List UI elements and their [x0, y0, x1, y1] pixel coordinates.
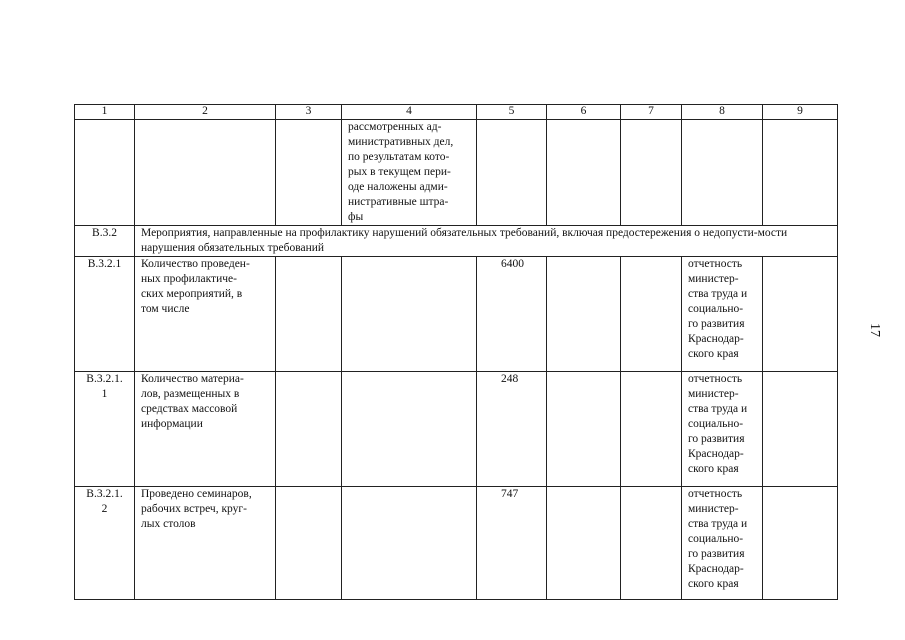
cell-line: министер- [688, 503, 739, 515]
cell-col6 [547, 120, 621, 226]
cell-col3 [276, 487, 342, 600]
cell-line: отчетность [688, 373, 743, 385]
cell-line: ских мероприятий, в [141, 288, 243, 300]
cell-line: Количество проведен- [141, 258, 250, 270]
cell-line: министер- [688, 273, 739, 285]
cell-line: Краснодар- [688, 563, 744, 575]
cell-line: го развития [688, 548, 745, 560]
cell-line: Краснодар- [688, 333, 744, 345]
cell-indicator [342, 487, 477, 600]
cell-col7 [621, 487, 682, 600]
cell-line: В.3.2.1. [86, 488, 123, 500]
cell-col9 [763, 257, 838, 372]
cell-line: ского края [688, 578, 739, 590]
cell-indicator [342, 372, 477, 487]
cell-line: оде наложены адми- [348, 181, 448, 193]
cell-name [135, 120, 276, 226]
column-header: 8 [682, 105, 763, 120]
cell-name [135, 257, 276, 372]
cell-source [682, 372, 763, 487]
cell-line: социально- [688, 303, 744, 315]
cell-line: 2 [101, 503, 108, 515]
cell-line: отчетность [688, 258, 743, 270]
table-row [75, 487, 838, 600]
cell-source [682, 487, 763, 600]
table-row-continuation [75, 120, 838, 226]
cell-col9 [763, 487, 838, 600]
cell-indicator-continued [342, 120, 477, 226]
cell-col7 [621, 257, 682, 372]
cell-col6 [547, 257, 621, 372]
cell-line: лов, размещенных в [141, 388, 240, 400]
cell-line: рассмотренных ад- [348, 121, 442, 133]
cell-line: рых в текущем пери- [348, 166, 451, 178]
cell-col3 [276, 372, 342, 487]
cell-line: информации [141, 418, 203, 430]
cell-name [135, 372, 276, 487]
cell-col7 [621, 120, 682, 226]
cell-line: В.3.2.1 [87, 258, 122, 270]
cell-code [75, 487, 135, 600]
cell-line: Краснодар- [688, 448, 744, 460]
cell-value [477, 120, 547, 226]
cell-line: по результатам кото- [348, 151, 450, 163]
cell-value: 747 [477, 487, 547, 600]
section-title: Мероприятия, направленные на профилактику нарушений обязательных требований, включая предостережения о недопусти-мости нарушения обязательных требований [135, 226, 838, 257]
column-header: 6 [547, 105, 621, 120]
column-header: 4 [342, 105, 477, 120]
cell-line: нистративные штра- [348, 196, 449, 208]
cell-col7 [621, 372, 682, 487]
cell-value: 248 [477, 372, 547, 487]
cell-line: ского края [688, 463, 739, 475]
column-header: 9 [763, 105, 838, 120]
cell-line: Проведено семинаров, [141, 488, 252, 500]
cell-line: том числе [141, 303, 190, 315]
cell-code [75, 120, 135, 226]
cell-line: отчетность [688, 488, 743, 500]
cell-name [135, 487, 276, 600]
column-header: 5 [477, 105, 547, 120]
cell-indicator [342, 257, 477, 372]
cell-line: 1 [101, 388, 108, 400]
cell-col9 [763, 372, 838, 487]
cell-line: ства труда и [688, 288, 748, 300]
cell-code [75, 372, 135, 487]
table-row [75, 257, 838, 372]
section-code: В.3.2 [75, 226, 135, 257]
cell-source [682, 257, 763, 372]
cell-line: ных профилактиче- [141, 273, 237, 285]
cell-line: го развития [688, 318, 745, 330]
report-table [74, 104, 838, 600]
cell-line: социально- [688, 418, 744, 430]
cell-line: ства труда и [688, 403, 748, 415]
cell-line: Количество материа- [141, 373, 244, 385]
page-number: 17 [867, 323, 882, 337]
table-row-section [75, 226, 838, 257]
cell-code [75, 257, 135, 372]
cell-line: социально- [688, 533, 744, 545]
cell-col3 [276, 120, 342, 226]
cell-line: министер- [688, 388, 739, 400]
column-header: 3 [276, 105, 342, 120]
cell-line: ского края [688, 348, 739, 360]
cell-line: В.3.2.1. [86, 373, 123, 385]
cell-col3 [276, 257, 342, 372]
cell-value: 6400 [477, 257, 547, 372]
cell-source [682, 120, 763, 226]
column-header: 1 [75, 105, 135, 120]
cell-line: го развития [688, 433, 745, 445]
cell-line: ства труда и [688, 518, 748, 530]
cell-line: лых столов [141, 518, 196, 530]
table-row [75, 372, 838, 487]
cell-line: фы [348, 211, 364, 223]
cell-line: рабочих встреч, круг- [141, 503, 247, 515]
cell-col9 [763, 120, 838, 226]
cell-col6 [547, 487, 621, 600]
column-header: 2 [135, 105, 276, 120]
cell-col6 [547, 372, 621, 487]
cell-line: министративных дел, [348, 136, 454, 148]
table-header-row [75, 105, 838, 120]
column-header: 7 [621, 105, 682, 120]
cell-line: средствах массовой [141, 403, 238, 415]
